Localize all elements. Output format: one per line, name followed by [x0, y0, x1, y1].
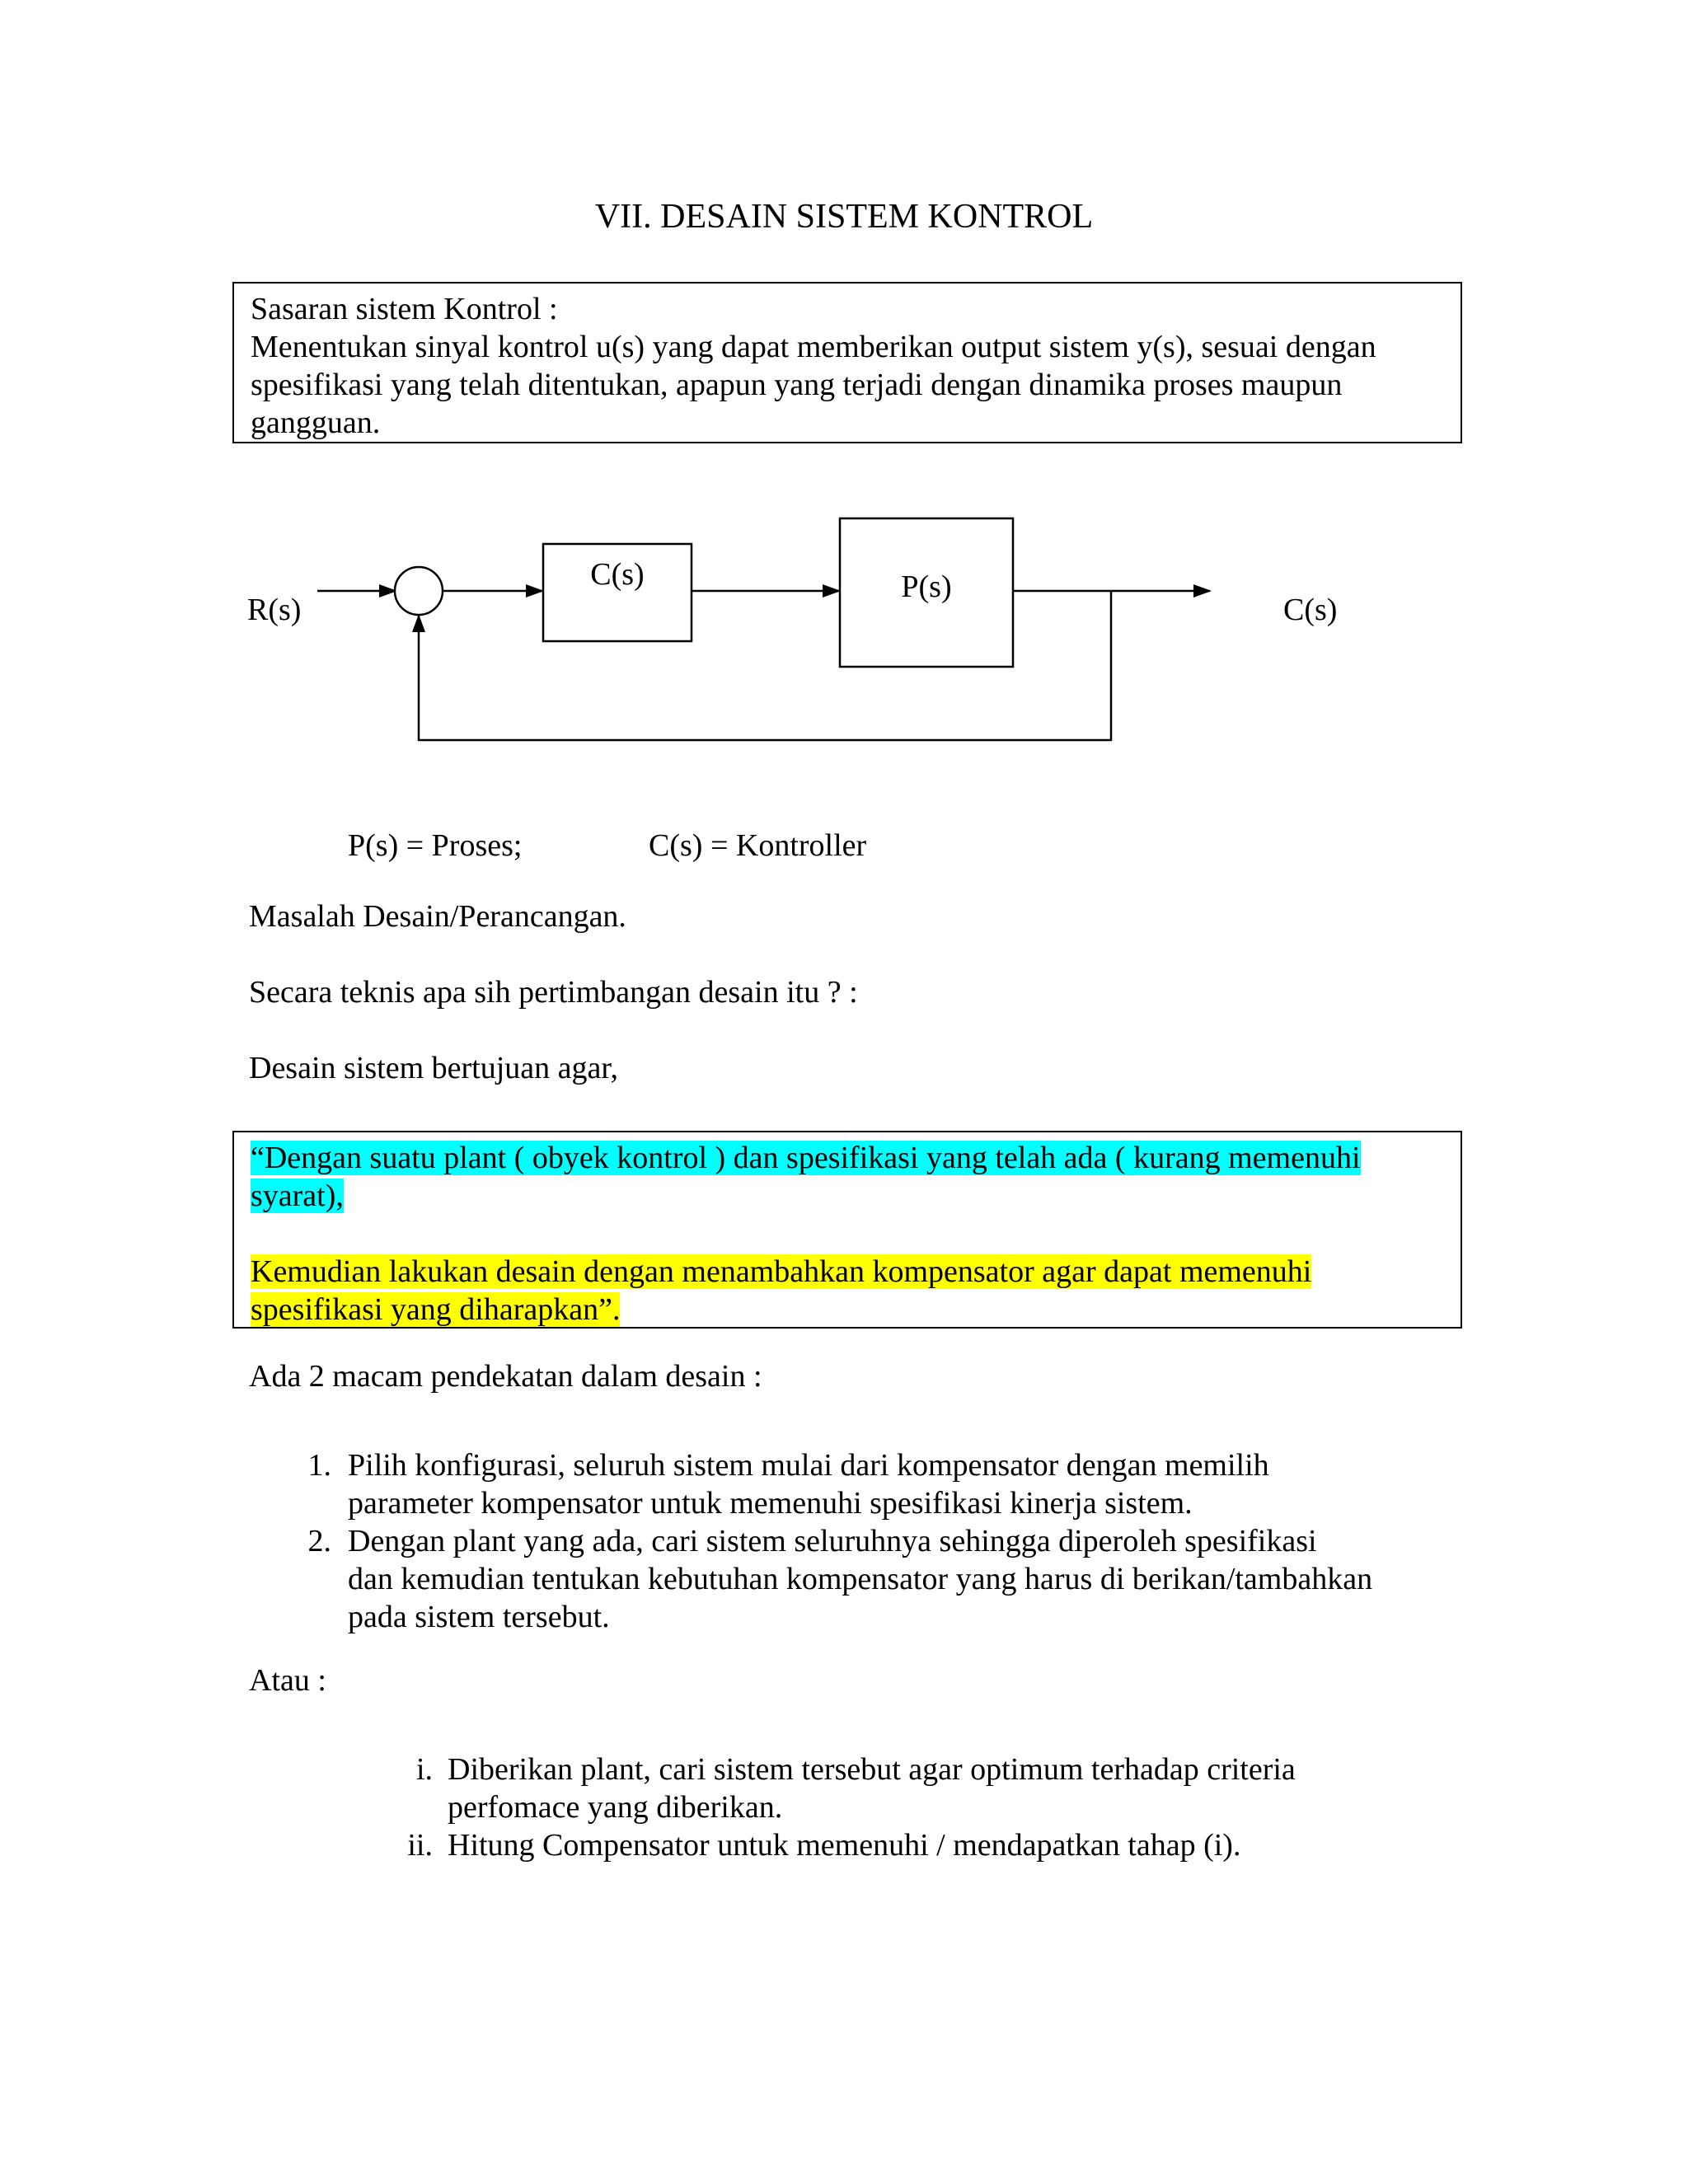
page-title: VII. DESAIN SISTEM KONTROL	[594, 198, 1094, 236]
alternative-list	[407, 1750, 1296, 1864]
quote-highlight-cyan: “Dengan suatu plant ( obyek kontrol ) dan spesifikasi yang telah ada ( kurang memenuhi	[251, 1141, 1361, 1175]
goal-heading: Sasaran sistem Kontrol :	[251, 292, 558, 326]
list-item-line: parameter kompensator untuk memenuhi spesifikasi kinerja sistem.	[348, 1486, 1193, 1521]
list-item	[307, 1522, 1373, 1636]
output-label: C(s)	[1283, 593, 1338, 627]
list-marker: ii.	[407, 1828, 433, 1863]
problem-paragraph: Masalah Desain/Perancangan.	[249, 899, 626, 934]
diagram-legend	[348, 827, 867, 865]
legend-controller: C(s) = Kontroller	[649, 828, 867, 863]
controller-label: C(s)	[590, 557, 645, 592]
summing-junction	[395, 567, 443, 615]
list-item-line: dan kemudian tentukan kebutuhan kompensator yang harus di berikan/tambahkan	[348, 1562, 1373, 1596]
plant-label: P(s)	[901, 569, 952, 604]
block-diagram	[0, 494, 1688, 766]
list-marker: 1.	[307, 1448, 331, 1483]
quote-highlight-yellow: spesifikasi yang diharapkan”.	[251, 1292, 621, 1327]
list-item-line: Dengan plant yang ada, cari sistem seluruhnya sehingga diperoleh spesifikasi	[348, 1524, 1317, 1558]
alternative-intro: Atau :	[249, 1663, 326, 1698]
goal-line: spesifikasi yang telah ditentukan, apapun yang terjadi dengan dinamika proses maupun	[251, 368, 1343, 402]
approaches-list	[307, 1446, 1373, 1636]
list-item-line: pada sistem tersebut.	[348, 1600, 610, 1634]
list-item	[407, 1826, 1296, 1864]
input-label: R(s)	[247, 593, 302, 627]
list-item-line: Pilih konfigurasi, seluruh sistem mulai dari kompensator dengan memilih	[348, 1448, 1269, 1483]
purpose-paragraph: Desain sistem bertujuan agar,	[249, 1051, 619, 1085]
list-marker: 2.	[307, 1524, 331, 1558]
list-item-line: Diberikan plant, cari sistem tersebut agar optimum terhadap criteria	[448, 1752, 1296, 1787]
list-item	[415, 1750, 1296, 1826]
legend-plant: P(s) = Proses;	[348, 828, 523, 863]
approaches-intro: Ada 2 macam pendekatan dalam desain :	[249, 1359, 762, 1394]
quote-box	[232, 1131, 1462, 1329]
quote-highlight-yellow: Kemudian lakukan desain dengan menambahkan kompensator agar dapat memenuhi	[251, 1254, 1312, 1289]
list-item-line: perfomace yang diberikan.	[448, 1790, 783, 1825]
list-item-line: Hitung Compensator untuk memenuhi / mendapatkan tahap (i).	[448, 1828, 1241, 1863]
list-item	[307, 1446, 1372, 1522]
quote-highlight-cyan: syarat),	[251, 1179, 344, 1213]
goal-line: Menentukan sinyal kontrol u(s) yang dapat memberikan output sistem y(s), sesuai dengan	[251, 330, 1376, 364]
question-paragraph: Secara teknis apa sih pertimbangan desain itu ? :	[249, 975, 858, 1010]
list-marker: i.	[415, 1752, 433, 1787]
goal-line: gangguan.	[251, 405, 381, 440]
goal-box	[232, 282, 1462, 443]
